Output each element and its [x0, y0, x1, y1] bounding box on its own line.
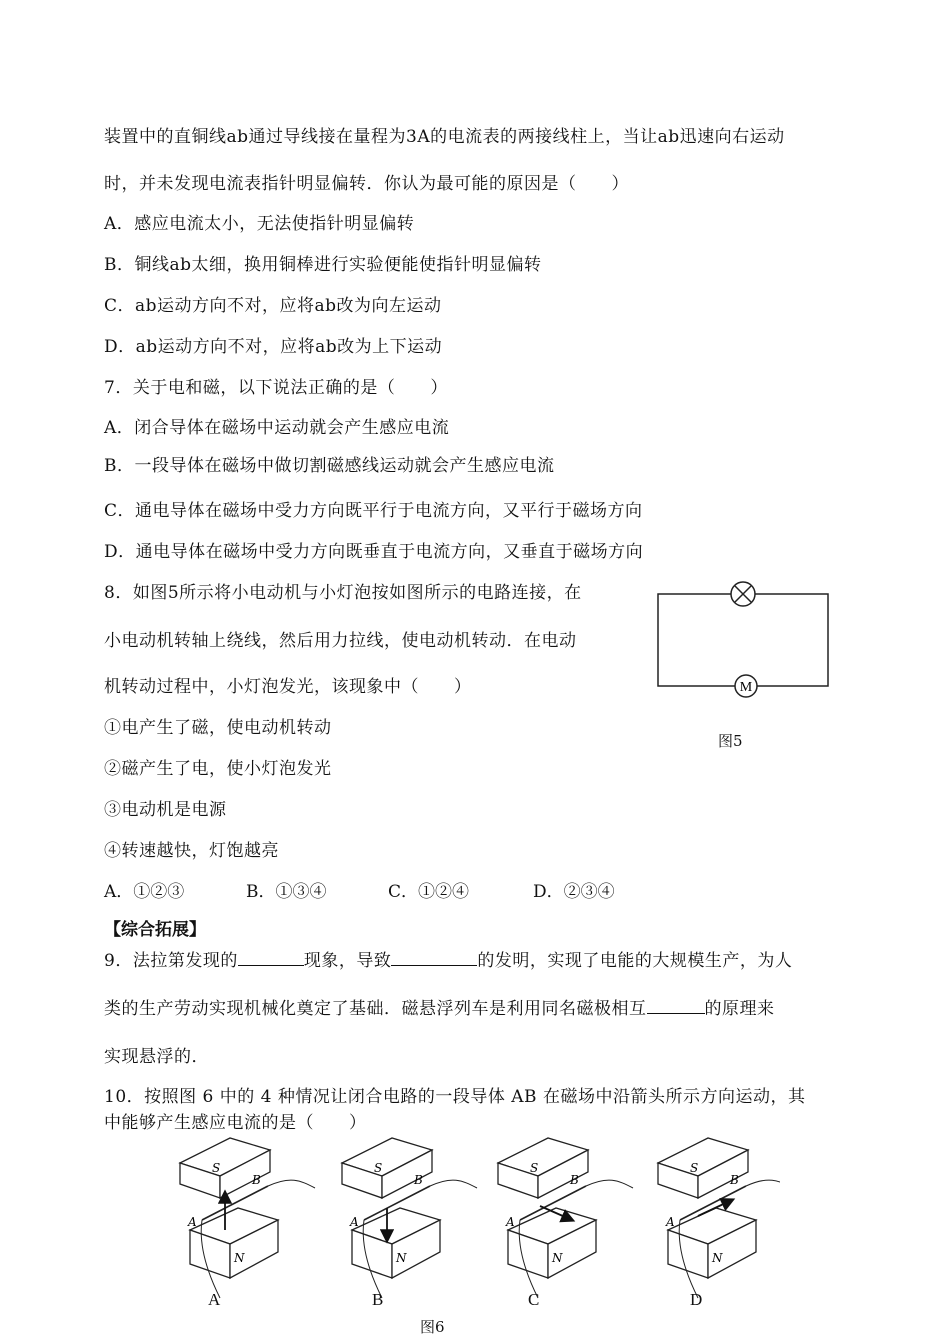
- q6-stem-line2: 时，并未发现电流表指针明显偏转．你认为最可能的原因是（ ）: [104, 174, 629, 194]
- q9-blank-1: [238, 951, 304, 966]
- q6-option-b: B．铜线ab太细，换用铜棒进行实验便能使指针明显偏转: [104, 255, 542, 275]
- north-pole-label: N: [396, 1251, 407, 1265]
- q9-text-4: 类的生产劳动实现机械化奠定了基础．磁悬浮列车是利用同名磁极相互: [104, 999, 647, 1019]
- q6-option-c: C．ab运动方向不对，应将ab改为向左运动: [104, 296, 442, 316]
- q8-item-3: ③电动机是电源: [104, 800, 227, 820]
- north-pole-label: N: [712, 1251, 723, 1265]
- q8-choice-a: A．①②③: [104, 882, 185, 902]
- q9-blank-2: [391, 951, 477, 966]
- end-a-label: A: [666, 1215, 675, 1229]
- magnet-scene-b: [342, 1138, 477, 1298]
- q8-choice-c: C．①②④: [388, 882, 470, 902]
- motor-label: M: [739, 680, 753, 695]
- q8-choice-b: B．①③④: [246, 882, 327, 902]
- figure5-caption: 图5: [718, 732, 743, 750]
- magnet-scene-d: [658, 1138, 780, 1298]
- q6-option-d: D．ab运动方向不对，应将ab改为上下运动: [104, 337, 443, 357]
- q8-item-4: ④转速越快，灯饱越亮: [104, 841, 279, 861]
- q9-blank-3: [647, 999, 705, 1014]
- end-b-label: B: [570, 1173, 579, 1187]
- q9-line2: [104, 994, 775, 1019]
- south-pole-label: S: [212, 1161, 221, 1175]
- q7-stem: 7．关于电和磁，以下说法正确的是（ ）: [104, 378, 448, 398]
- figure6-caption: 图6: [420, 1318, 445, 1336]
- q7-option-c: C．通电导体在磁场中受力方向既平行于电流方向，又平行于磁场方向: [104, 501, 643, 521]
- q9-line1: [104, 946, 792, 971]
- q9-text-2: 现象，导致: [303, 951, 392, 971]
- figure6-label-d: D: [690, 1290, 703, 1309]
- q6-option-a: A．感应电流太小，无法使指针明显偏转: [104, 214, 415, 234]
- south-pole-label: S: [690, 1161, 699, 1175]
- end-a-label: A: [188, 1215, 197, 1229]
- q8-item-1: ①电产生了磁，使电动机转动: [104, 718, 332, 738]
- end-a-label: A: [506, 1215, 515, 1229]
- q9-line3: 实现悬浮的．: [104, 1047, 209, 1067]
- south-pole-label: S: [530, 1161, 539, 1175]
- q10-stem-line1: 10．按照图 6 中的 4 种情况让闭合电路的一段导体 AB 在磁场中沿箭头所示方向运动，其: [104, 1087, 806, 1107]
- figure6-label-c: C: [528, 1290, 540, 1309]
- q9-text-3: 的发明，实现了电能的大规模生产，为人: [477, 951, 793, 971]
- north-pole-label: N: [234, 1251, 245, 1265]
- q8-stem-line3: 机转动过程中，小灯泡发光，该现象中（ ）: [104, 677, 472, 697]
- q8-stem-line2: 小电动机转轴上绕线，然后用力拉线，使电动机转动．在电动: [104, 631, 577, 651]
- end-a-label: A: [350, 1215, 359, 1229]
- q6-stem-line1: 装置中的直铜线ab通过导线接在量程为3A的电流表的两接线柱上，当让ab迅速向右运动: [104, 127, 785, 147]
- q9-text-1: 9．法拉第发现的: [104, 951, 238, 971]
- q10-stem-line2: 中能够产生感应电流的是（ ）: [104, 1113, 367, 1133]
- end-b-label: B: [414, 1173, 423, 1187]
- figure6-label-b: B: [372, 1290, 384, 1309]
- magnet-scene-a: [180, 1138, 315, 1298]
- q8-stem-line1: 8．如图5所示将小电动机与小灯泡按如图所示的电路连接，在: [104, 583, 582, 603]
- magnet-figure6: [150, 1128, 780, 1308]
- q8-item-2: ②磁产生了电，使小灯泡发光: [104, 759, 332, 779]
- end-b-label: B: [252, 1173, 261, 1187]
- q7-option-a: A．闭合导体在磁场中运动就会产生感应电流: [104, 418, 450, 438]
- north-pole-label: N: [552, 1251, 563, 1265]
- section-heading: 【综合拓展】: [104, 920, 206, 940]
- q7-option-d: D．通电导体在磁场中受力方向既垂直于电流方向，又垂直于磁场方向: [104, 542, 644, 562]
- south-pole-label: S: [374, 1161, 383, 1175]
- figure6-label-a: A: [208, 1290, 221, 1309]
- circuit-wire: [658, 594, 828, 686]
- q8-choice-d: D．②③④: [533, 882, 615, 902]
- end-b-label: B: [730, 1173, 739, 1187]
- q9-text-5: 的原理来: [704, 999, 775, 1019]
- circuit-diagram-figure5: [650, 578, 840, 698]
- q7-option-b: B．一段导体在磁场中做切割磁感线运动就会产生感应电流: [104, 456, 555, 476]
